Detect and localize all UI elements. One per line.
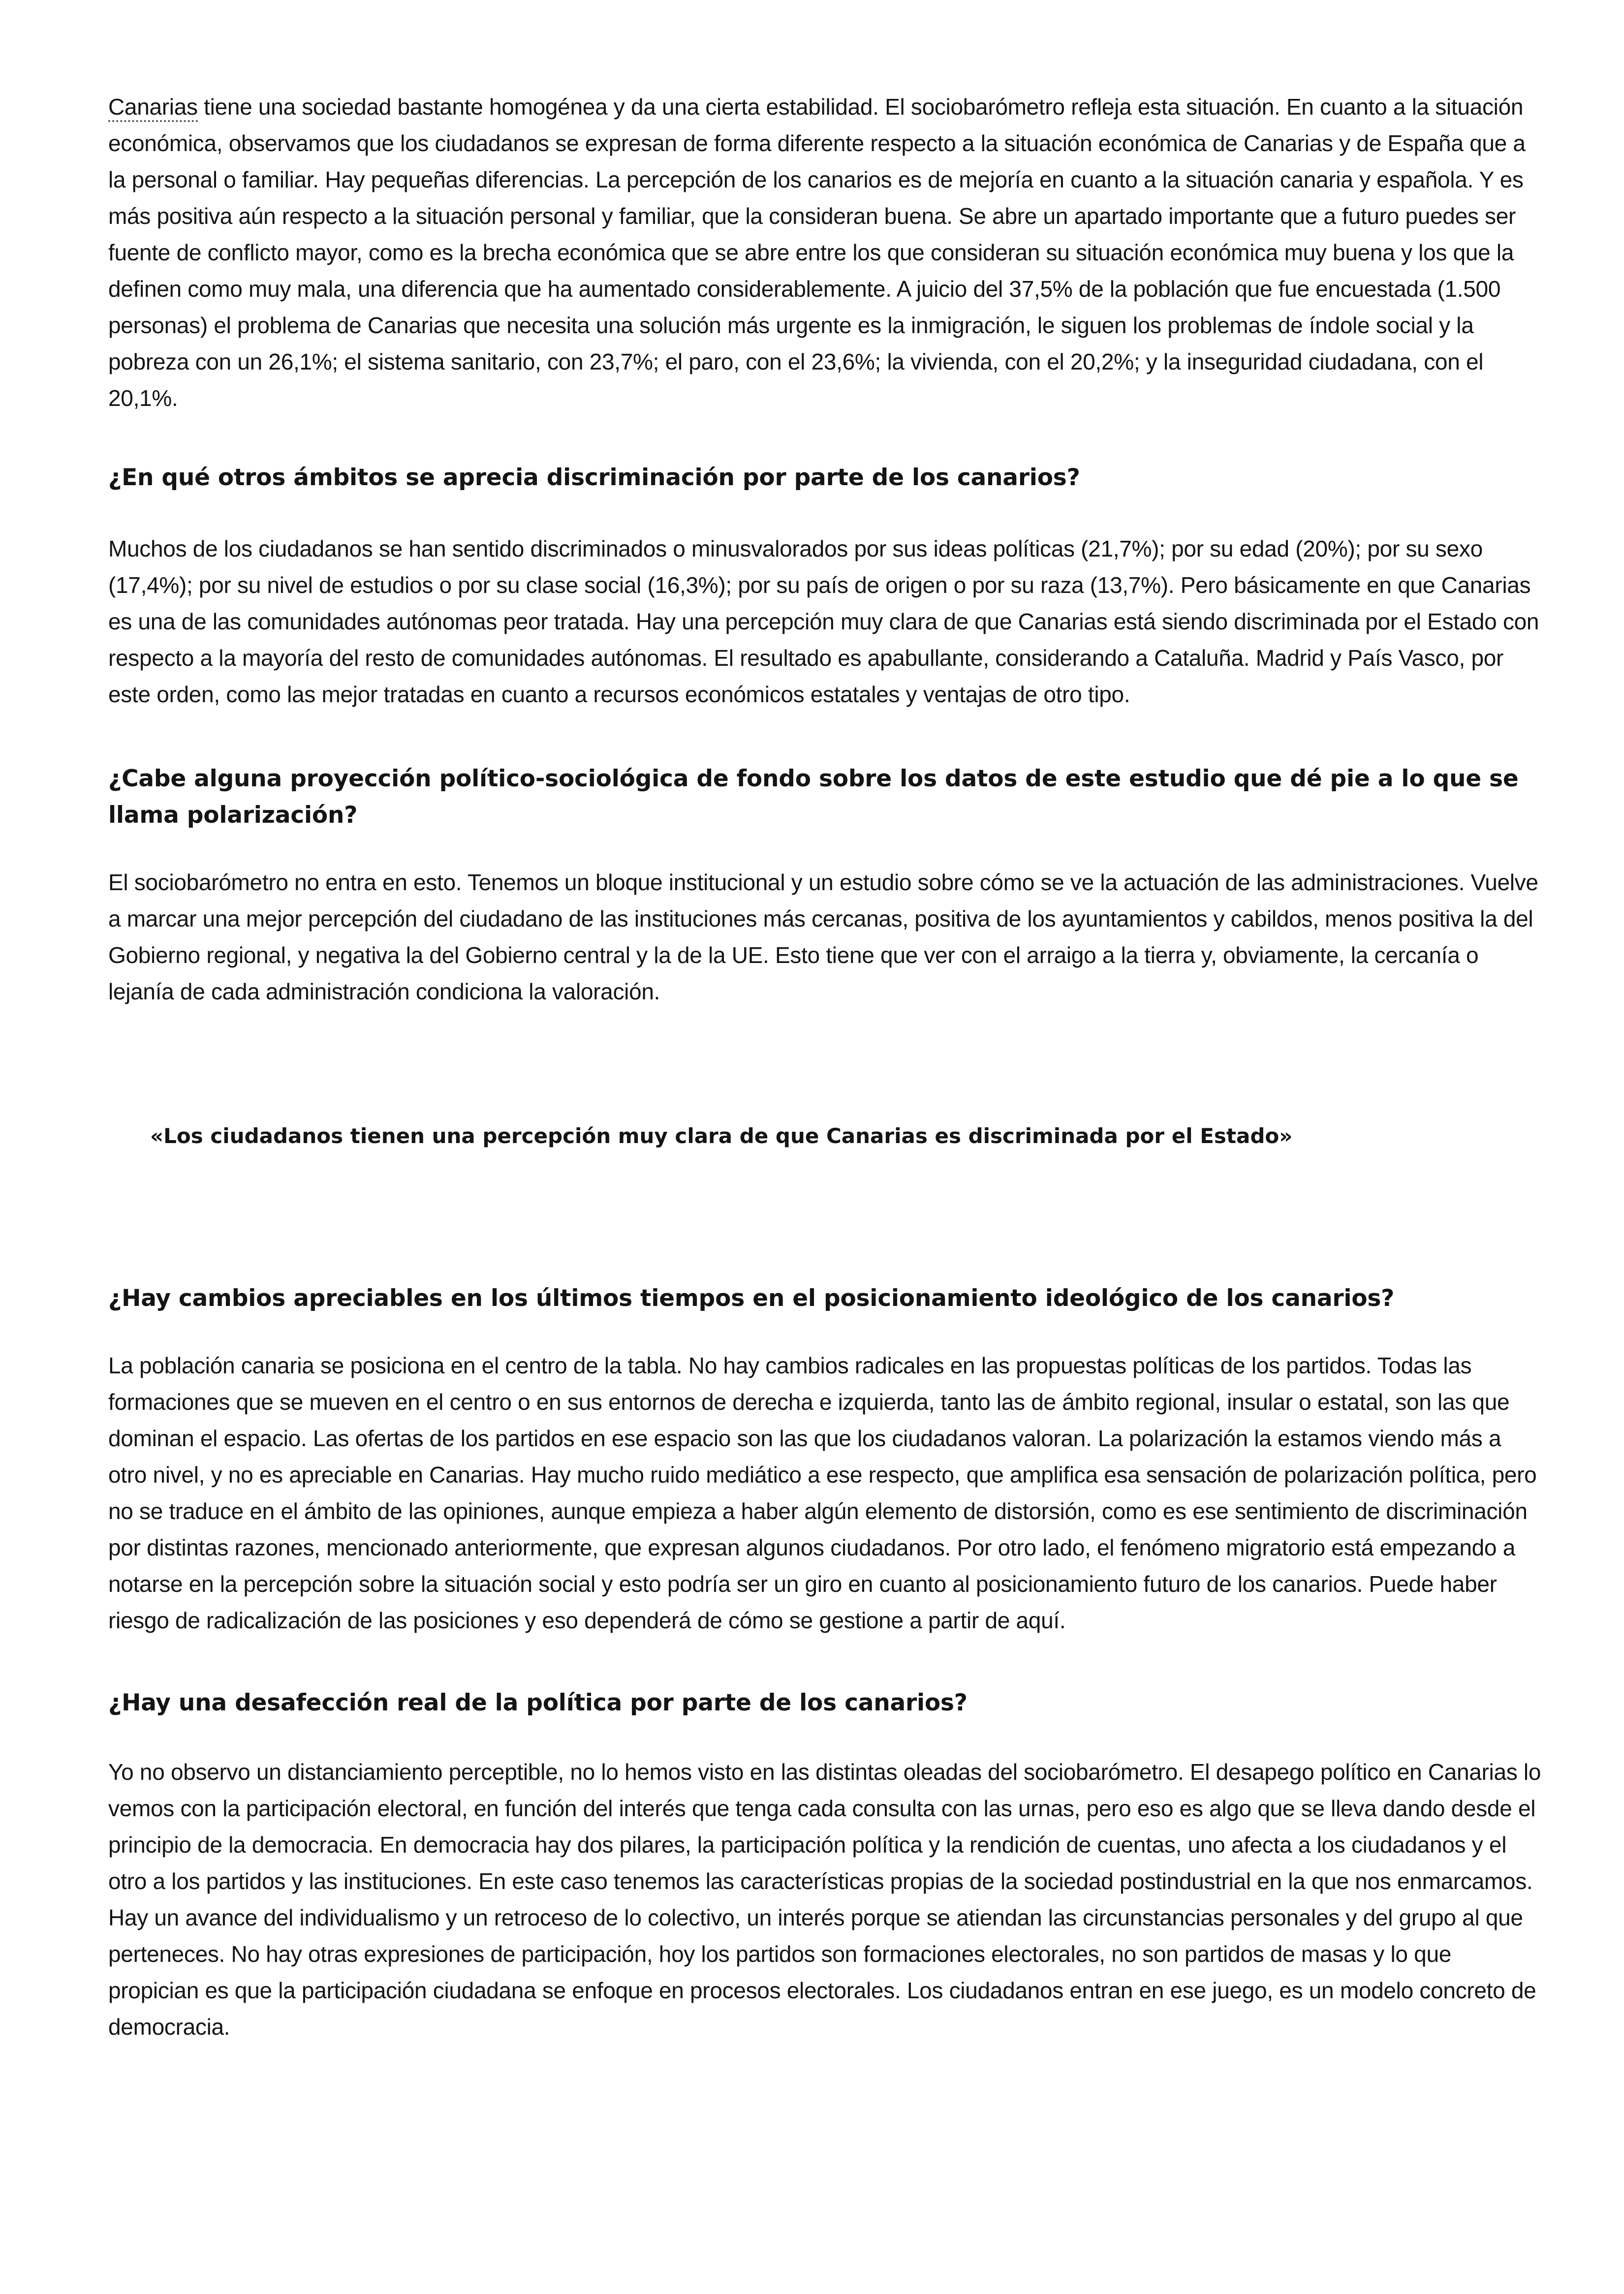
answer-discriminacion: Muchos de los ciudadanos se han sentido discriminados o minusvalorados por sus ideas políticas (21,7%); por su edad (20%); por su sexo (17,4%); por su nivel de estudios o por su clase social (16,3%); por su país de origen o por su raza (13,7%). Pero básicamente en que Canarias es una de las comunidades autónomas peor tratada. Hay una percepción muy clara de que Canarias está siendo discriminada por el Estado con respecto a la mayoría del resto de comunidades autónomas. El resultado es apabullante, considerando a Cataluña. Madrid y País Vasco, por este orden, como las mejor tratadas en cuanto a recursos económicos estatales y ventajas de otro tipo.: [108, 536, 1539, 707]
question-discriminacion: ¿En qué otros ámbitos se aprecia discriminación por parte de los canarios?: [108, 464, 1080, 491]
intro-text: tiene una sociedad bastante homogénea y da una cierta estabilidad. El sociobarómetro refleja esta situación. En cuanto a la situación económica, observamos que los ciudadanos se expresan de forma diferente respecto a la situación económica de Canarias y de España que a la personal o familiar. Hay pequeñas diferencias. La percepción de los canarios es de mejoría en cuanto a la situación canaria y española. Y es más positiva aún respecto a la situación personal y familiar, que la consideran buena. Se abre un apartado importante que a futuro puedes ser fuente de conflicto mayor, como es la brecha económica que se abre entre los que consideran su situación económica muy buena y los que la definen como muy mala, una diferencia que ha aumentado considerablemente. A juicio del 37,5% de la población que fue encuestada (1.500 personas) el problema de Canarias que necesita una solución más urgente es la inmigración, le siguen los problemas de índole social y la pobreza con un 26,1%; el sistema sanitario, con 23,7%; el paro, con el 23,6%; la vivienda, con el 20,2%; y la inseguridad ciudadana, con el 20,1%.: [108, 94, 1526, 411]
pull-quote: «Los ciudadanos tienen una percepción muy clara de que Canarias es discriminada por el Estado»: [150, 1124, 1293, 1148]
article: [108, 89, 1545, 2045]
answer-polarizacion: El sociobarómetro no entra en esto. Tenemos un bloque institucional y un estudio sobre cómo se ve la actuación de las administraciones. Vuelve a marcar una mejor percepción del ciudadano de las instituciones más cercanas, positiva de los ayuntamientos y cabildos, menos positiva la del Gobierno regional, y negativa la del Gobierno central y la de la UE. Esto tiene que ver con el arraigo a la tierra y, obviamente, la cercanía o lejanía de cada administración condiciona la valoración.: [108, 869, 1538, 1004]
answer-posicionamiento: La población canaria se posiciona en el centro de la tabla. No hay cambios radicales en las propuestas políticas de los partidos. Todas las formaciones que se mueven en el centro o en sus entornos de derecha e izquierda, tanto las de ámbito regional, insular o estatal, son las que dominan el espacio. Las ofertas de los partidos en ese espacio son las que los ciudadanos valoran. La polarización la estamos viendo más a otro nivel, y no es apreciable en Canarias. Hay mucho ruido mediático a ese respecto, que amplifica esa sensación de polarización política, pero no se traduce en el ámbito de las opiniones, aunque empieza a haber algún elemento de distorsión, como es ese sentimiento de discriminación por distintas razones, mencionado anteriormente, que expresan algunos ciudadanos. Por otro lado, el fenómeno migratorio está empezando a notarse en la percepción sobre la situación social y esto podría ser un giro en cuanto al posicionamiento futuro de los canarios. Puede haber riesgo de radicalización de las posiciones y eso dependerá de cómo se gestione a partir de aquí.: [108, 1353, 1537, 1633]
question-posicionamiento: ¿Hay cambios apreciables en los últimos tiempos en el posicionamiento ideológico de los canarios?: [108, 1285, 1395, 1312]
answer-desafeccion: Yo no observo un distanciamiento perceptible, no lo hemos visto en las distintas oleadas del sociobarómetro. El desapego político en Canarias lo vemos con la participación electoral, en función del interés que tenga cada consulta con las urnas, pero eso es algo que se lleva dando desde el principio de la democracia. En democracia hay dos pilares, la participación política y la rendición de cuentas, uno afecta a los ciudadanos y el otro a los partidos y las instituciones. En este caso tenemos las características propias de la sociedad postindustrial en la que nos enmarcamos. Hay un avance del individualismo y un retroceso de lo colectivo, un interés porque se atiendan las circunstancias personales y del grupo al que perteneces. No hay otras expresiones de participación, hoy los partidos son formaciones electorales, no son partidos de masas y lo que propician es que la participación ciudadana se enfoque en procesos electorales. Los ciudadanos entran en ese juego, es un modelo concreto de democracia.: [108, 1759, 1541, 2040]
question-desafeccion: ¿Hay una desafección real de la política por parte de los canarios?: [108, 1689, 968, 1716]
intro-paragraph: [108, 89, 1545, 416]
question-polarizacion: ¿Cabe alguna proyección político-sociológica de fondo sobre los datos de este estudio que dé pie a lo que se llama polarización?: [108, 765, 1519, 829]
intro-first-word-link[interactable]: Canarias: [108, 94, 198, 122]
